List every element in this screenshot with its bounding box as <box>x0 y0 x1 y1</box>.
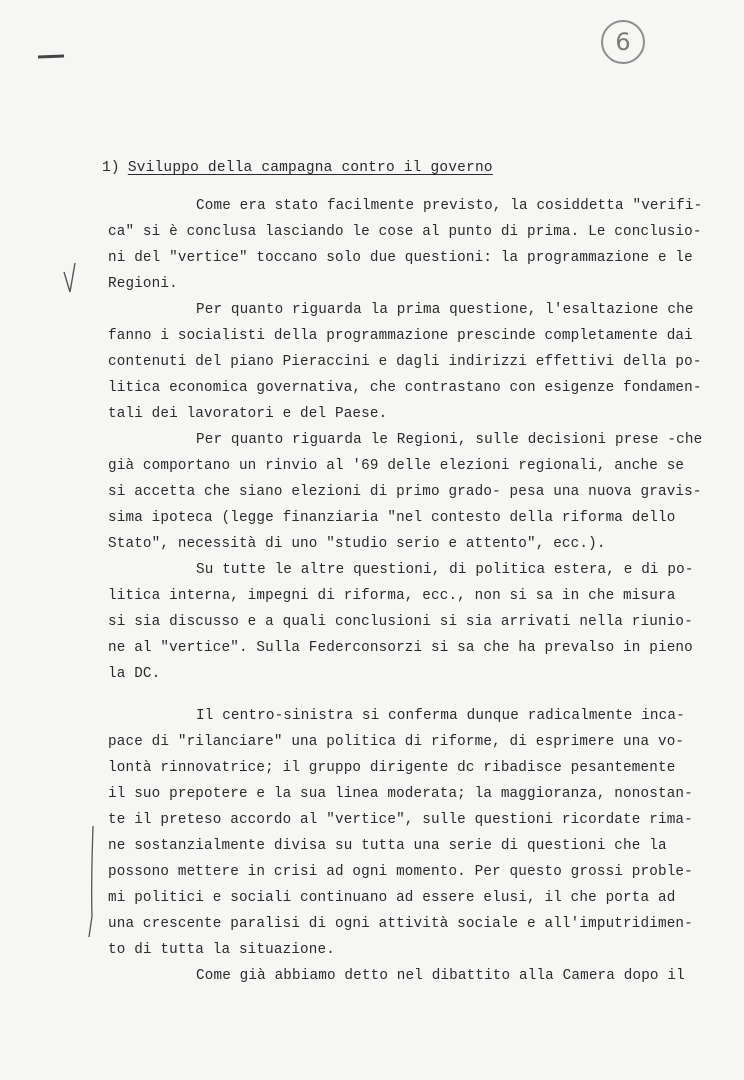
text-line: to di tutta la situazione. <box>108 942 335 958</box>
text-line: Stato", necessità di uno "studio serio e attento", ecc.). <box>108 536 606 552</box>
margin-check-mark-icon <box>63 262 77 294</box>
text-line: Per quanto riguarda la prima questione, l'esaltazione che <box>196 302 694 318</box>
margin-bracket-line <box>88 826 96 938</box>
text-line: ne sostanzialmente divisa su tutta una serie di questioni che la <box>108 838 667 854</box>
paragraph-gap <box>108 687 698 703</box>
text-line: contenuti del piano Pieraccini e dagli indirizzi effettivi della po- <box>108 354 702 370</box>
body-text <box>108 193 703 989</box>
text-line: si sia discusso e a quali conclusioni si sia arrivati nella riunio- <box>108 614 693 630</box>
text-line: mi politici e sociali continuano ad essere elusi, il che porta ad <box>108 890 676 906</box>
text-line: pace di "rilanciare" una politica di riforme, di esprimere una vo- <box>108 734 685 750</box>
section-number: 1) <box>102 160 120 176</box>
text-line: litica interna, impegni di riforma, ecc., non si sa in che misura <box>108 588 676 604</box>
text-line: ni del "vertice" toccano solo due questioni: la programmazione e le <box>108 250 693 266</box>
text-line: si accetta che siano elezioni di primo grado- pesa una nuova gravis- <box>108 484 702 500</box>
text-line: lontà rinnovatrice; il gruppo dirigente dc ribadisce pesantemente <box>108 760 676 776</box>
text-line: Il centro-sinistra si conferma dunque radicalmente inca- <box>196 708 685 724</box>
text-line: ca" si è conclusa lasciando le cose al punto di prima. Le conclusio- <box>108 224 702 240</box>
text-line: Per quanto riguarda le Regioni, sulle decisioni prese -che <box>196 432 703 448</box>
section-title: Sviluppo della campagna contro il governo <box>127 160 493 176</box>
text-line: sima ipoteca (legge finanziaria "nel contesto della riforma dello <box>108 510 676 526</box>
text-line: litica economica governativa, che contrastano con esigenze fondamen- <box>108 380 702 396</box>
text-line: Come già abbiamo detto nel dibattito alla Camera dopo il <box>196 968 685 984</box>
text-line: la DC. <box>108 666 161 682</box>
text-line: Come era stato facilmente previsto, la cosiddetta "verifi- <box>196 198 703 214</box>
text-line: il suo prepotere e la sua linea moderata; la maggioranza, nonostan- <box>108 786 693 802</box>
text-line: fanno i socialisti della programmazione prescinde completamente dai <box>108 328 693 344</box>
page-number-circle <box>601 20 645 64</box>
text-line: Su tutte le altre questioni, di politica estera, e di po- <box>196 562 694 578</box>
text-line: ne al "vertice". Sulla Federconsorzi si sa che ha prevalso in pieno <box>108 640 693 656</box>
text-line: una crescente paralisi di ogni attività sociale e all'imputridimen- <box>108 916 693 932</box>
page-number: 6 <box>615 28 631 56</box>
text-line: possono mettere in crisi ad ogni momento. Per questo grossi proble- <box>108 864 693 880</box>
text-line: te il preteso accordo al "vertice", sulle questioni ricordate rima- <box>108 812 693 828</box>
margin-dash-mark <box>38 55 64 59</box>
text-line: già comportano un rinvio al '69 delle elezioni regionali, anche se <box>108 458 685 474</box>
section-heading <box>102 160 493 176</box>
text-line: tali dei lavoratori e del Paese. <box>108 406 388 422</box>
text-line: Regioni. <box>108 276 178 292</box>
